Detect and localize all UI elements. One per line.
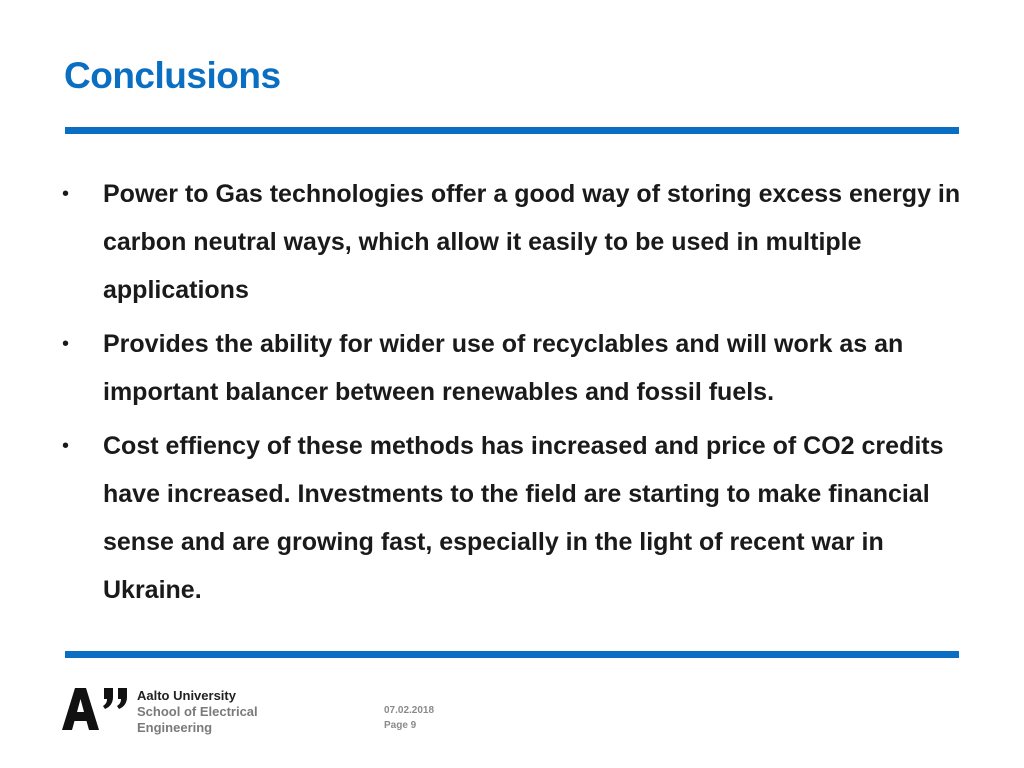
slide-date: 07.02.2018 — [384, 705, 435, 716]
slide-title: Conclusions — [64, 55, 281, 96]
footer-meta — [384, 703, 434, 733]
bullet-list — [58, 170, 988, 620]
school-name-line2: Engineering — [137, 720, 213, 735]
bullet-marker: • — [62, 183, 70, 205]
bullet-text: Provides the ability for wider use of recyclables and will work as an important balancer between renewables and fossil fuels. — [103, 330, 904, 406]
school-name-line1: School of Electrical — [137, 704, 258, 719]
bullet-marker: • — [62, 435, 70, 457]
bullet-text: Cost effiency of these methods has increased and price of CO2 credits have increased. Investments to the field are starting to make financial sense and are growing fast, especially in the light of recent war in Ukraine. — [103, 432, 944, 604]
bullet-text: Power to Gas technologies offer a good way of storing excess energy in carbon neutral ways, which allow it easily to be used in multiple applications — [103, 180, 961, 304]
footer-divider — [65, 651, 959, 658]
bullet-item — [58, 422, 988, 614]
title-divider — [65, 127, 959, 134]
aalto-logo-icon — [62, 686, 132, 732]
bullet-item — [58, 320, 988, 416]
bullet-item — [58, 170, 988, 314]
university-name: Aalto University — [137, 688, 236, 703]
organization-name — [137, 688, 258, 736]
bullet-marker: • — [62, 333, 70, 355]
page-number: Page 9 — [384, 720, 417, 731]
